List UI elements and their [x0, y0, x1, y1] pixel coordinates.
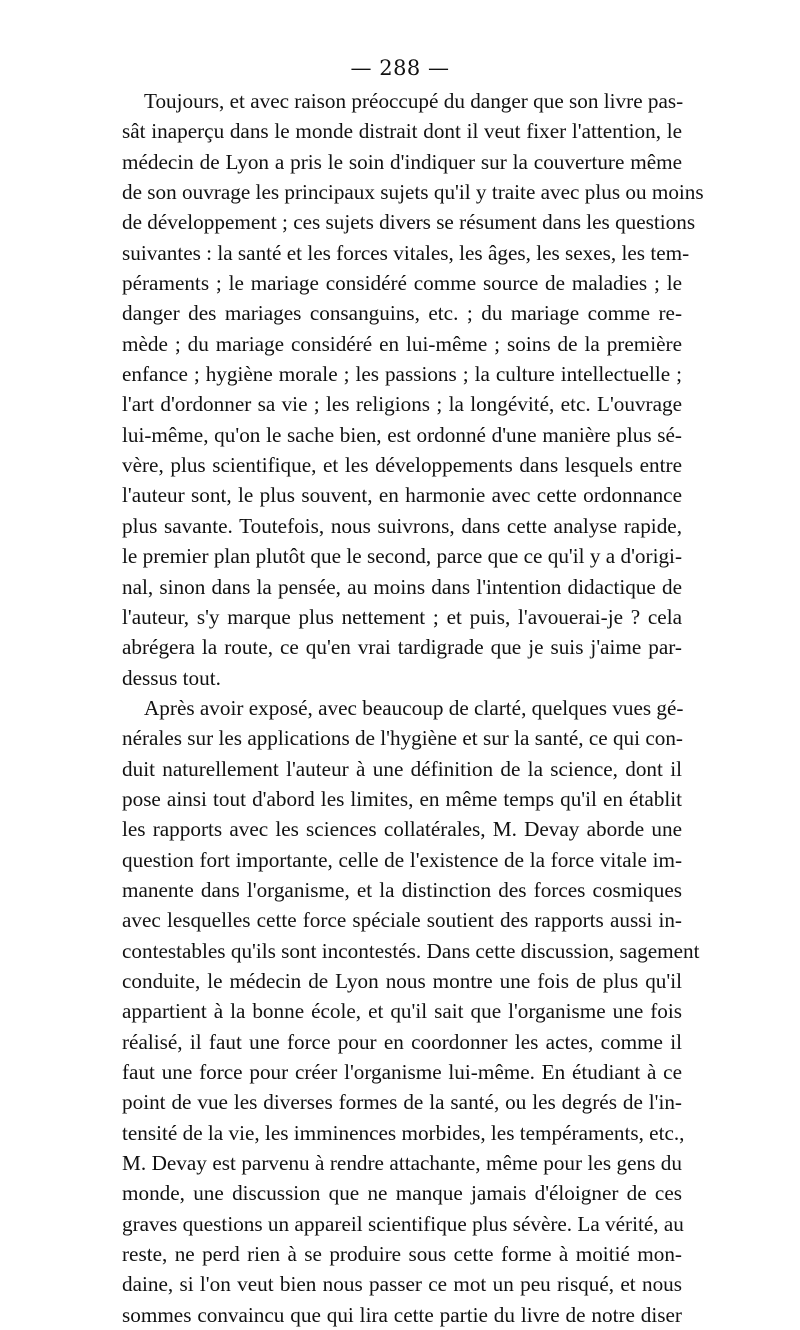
text-line: de son ouvrage les principaux sujets qu'il y traite avec plus ou moins: [122, 180, 704, 205]
text-line: le premier plan plutôt que le second, parce que ce qu'il y a d'origi-: [122, 544, 682, 569]
text-line: Toujours, et avec raison préoccupé du danger que son livre pas-: [144, 89, 684, 113]
text-line: pose ainsi tout d'abord les limites, en même temps qu'il en établit: [122, 786, 682, 811]
text-line: les rapports avec les sciences collatérales, M. Devay aborde une: [122, 817, 682, 842]
page-number: — 288 —: [350, 56, 450, 80]
text-line: graves questions un appareil scientifique plus sévère. La vérité, au: [122, 1211, 684, 1236]
text-line: dessus tout.: [122, 665, 221, 690]
text-line: duit naturellement l'auteur à une définition de la science, dont il: [122, 756, 682, 781]
text-line: sommes convaincu que qui lira cette partie du livre de notre diser: [122, 1302, 682, 1327]
text-line: conduite, le médecin de Lyon nous montre une fois de plus qu'il: [122, 968, 682, 993]
text-line: nal, sinon dans la pensée, au moins dans l'intention didactique de: [122, 574, 682, 599]
text-line: péraments ; le mariage considéré comme source de maladies ; le: [122, 271, 682, 296]
text-line: l'auteur sont, le plus souvent, en harmonie avec cette ordonnance: [122, 483, 682, 508]
text-line: question fort importante, celle de l'existence de la force vitale im-: [122, 847, 682, 872]
text-line: appartient à la bonne école, et qu'il sait que l'organisme une fois: [122, 999, 682, 1024]
text-line: manente dans l'organisme, et la distinction des forces cosmiques: [122, 877, 682, 902]
text-line: contestables qu'ils sont incontestés. Dans cette discussion, sagement: [122, 938, 700, 963]
text-line: plus savante. Toutefois, nous suivrons, dans cette analyse rapide,: [122, 513, 682, 538]
text-line: lui-même, qu'on le sache bien, est ordonné d'une manière plus sé-: [122, 422, 682, 447]
text-line: de développement ; ces sujets divers se résument dans les questions: [122, 210, 696, 235]
text-line: tensité de la vie, les imminences morbides, les tempéraments, etc.,: [122, 1120, 685, 1145]
text-line: médecin de Lyon a pris le soin d'indiquer sur la couverture même: [122, 149, 682, 174]
text-line: l'auteur, s'y marque plus nettement ; et puis, l'avouerai-je ? cela: [122, 604, 682, 629]
text-line: danger des mariages consanguins, etc. ; du mariage comme re-: [122, 301, 682, 326]
text-line: l'art d'ordonner sa vie ; les religions ; la longévité, etc. L'ouvrage: [122, 392, 682, 417]
text-line: enfance ; hygiène morale ; les passions ; la culture intellectuelle ;: [122, 362, 682, 387]
text-line: sât inaperçu dans le monde distrait dont il veut fixer l'attention, le: [122, 119, 682, 144]
text-line: faut une force pour créer l'organisme lui-même. En étudiant à ce: [122, 1060, 682, 1084]
text-line: daine, si l'on veut bien nous passer ce mot un peu risqué, et nous: [122, 1272, 682, 1297]
text-line: suivantes : la santé et les forces vitales, les âges, les sexes, les tem-: [122, 240, 690, 265]
text-line: nérales sur les applications de l'hygiène et sur la santé, ce qui con-: [122, 726, 683, 751]
text-line: point de vue les diverses formes de la santé, ou les degrés de l'in-: [122, 1090, 682, 1115]
text-line: monde, une discussion que ne manque jamais d'éloigner de ces: [122, 1181, 682, 1206]
text-line: réalisé, il faut une force pour en coordonner les actes, comme il: [122, 1029, 682, 1054]
text-line: avec lesquelles cette force spéciale soutient des rapports aussi in-: [122, 908, 682, 933]
text-line: Après avoir exposé, avec beaucoup de clarté, quelques vues gé-: [144, 695, 684, 720]
text-line: abrégera la route, ce qu'en vrai tardigrade que je suis j'aime par-: [122, 635, 682, 660]
body-text: [122, 86, 704, 1330]
text-line: reste, ne perd rien à se produire sous cette forme à moitié mon-: [122, 1242, 682, 1267]
text-line: vère, plus scientifique, et les développements dans lesquels entre: [122, 453, 682, 478]
text-line: mède ; du mariage considéré en lui-même ; soins de la première: [122, 331, 682, 356]
text-line: M. Devay est parvenu à rendre attachante, même pour les gens du: [122, 1151, 682, 1176]
